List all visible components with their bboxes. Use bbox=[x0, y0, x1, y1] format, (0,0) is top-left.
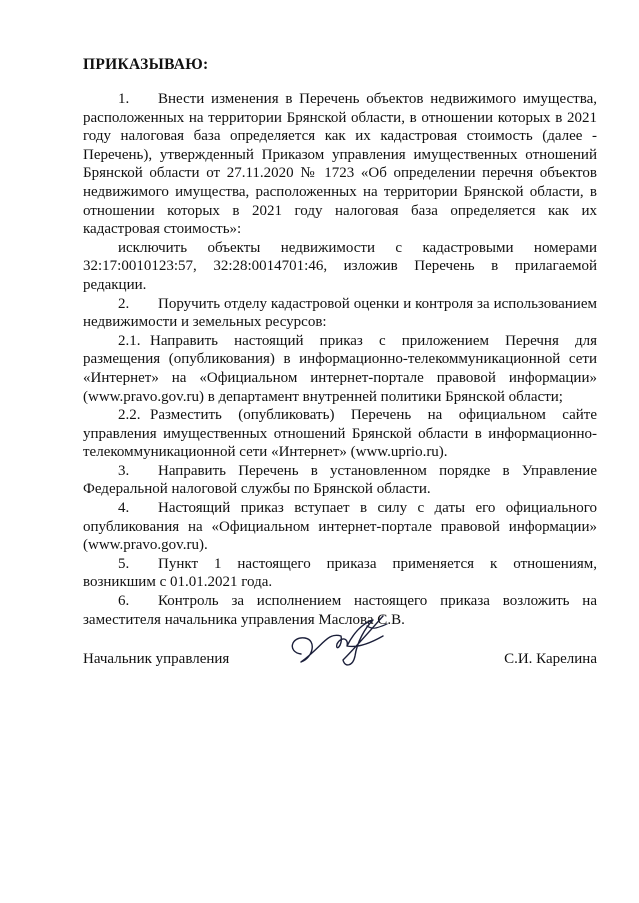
item-text: Направить настоящий приказ с приложением Перечня для размещения (опубликования) в информационно-телекоммуникационной сети «Интернет» на «Официальном интернет-портале правовой информации» (www.pravo.gov.ru) в департамент внутренней политики Брянской области; bbox=[83, 332, 597, 405]
item-text: Настоящий приказ вступает в силу с даты его официального опубликования на «Официальном интернет-портале правовой информации» (www.pravo.gov.ru). bbox=[83, 500, 597, 554]
item-text: Пункт 1 настоящего приказа применяется к отношениям, возникшим с 01.01.2021 года. bbox=[83, 555, 597, 591]
item-text: Контроль за исполнением настоящего приказа возложить на заместителя начальника управления Маслова С.В. bbox=[83, 593, 597, 628]
item-number: 3. bbox=[118, 462, 130, 479]
order-heading: ПРИКАЗЫВАЮ: bbox=[83, 56, 209, 73]
item-number: 5. bbox=[118, 555, 130, 572]
handwritten-signature bbox=[283, 606, 403, 676]
item-number: 6. bbox=[118, 593, 130, 610]
item-text: Внести изменения в Перечень объектов недвижимого имущества, расположенных на территории Брянской области, в отношении которых в 2021 году налоговая база определяется как их кадастровая стоимость (далее - Перечень), утвержденный Приказом управления имущественных отношений Брянской области от 27.11.2020 № 1723 «Об определении перечня объектов недвижимого имущества, расположенных на территории Брянской области, в отношении которых в 2021 году налоговая база определяется как их кадастровая стоимость»: bbox=[83, 91, 597, 238]
item-number: 2.2. bbox=[118, 407, 141, 424]
signatory-title: Начальник управления bbox=[83, 651, 230, 667]
item-4 bbox=[83, 499, 597, 555]
item-2-2 bbox=[83, 406, 597, 462]
item-text: исключить объекты недвижимости с кадастровыми номерами 32:17:0010123:57, 32:28:0014701:46, изложив Перечень в прилагаемой редакции. bbox=[83, 239, 597, 293]
item-text: Поручить отделу кадастровой оценки и контроля за использованием недвижимости и земельных ресурсов: bbox=[83, 295, 597, 331]
item-2 bbox=[83, 295, 597, 332]
item-text: Разместить (опубликовать) Перечень на официальном сайте управления имущественных отношений Брянской области в информационно-телекоммуникационной сети «Интернет» (www.uprio.ru). bbox=[83, 407, 597, 461]
item-5 bbox=[83, 555, 597, 592]
item-number: 2. bbox=[118, 295, 130, 312]
item-text: Направить Перечень в установленном порядке в Управление Федеральной налоговой службы по Брянской области. bbox=[83, 462, 597, 498]
signatory-name: С.И. Карелина bbox=[504, 651, 597, 667]
signature-block bbox=[83, 651, 597, 675]
item-number: 2.1. bbox=[118, 332, 141, 349]
item-3 bbox=[83, 462, 597, 499]
item-1 bbox=[83, 90, 597, 239]
order-body bbox=[83, 90, 597, 629]
item-2-1 bbox=[83, 332, 597, 406]
item-number: 1. bbox=[118, 91, 130, 107]
item-number: 4. bbox=[118, 500, 130, 517]
item-1-exclusion bbox=[83, 239, 597, 295]
